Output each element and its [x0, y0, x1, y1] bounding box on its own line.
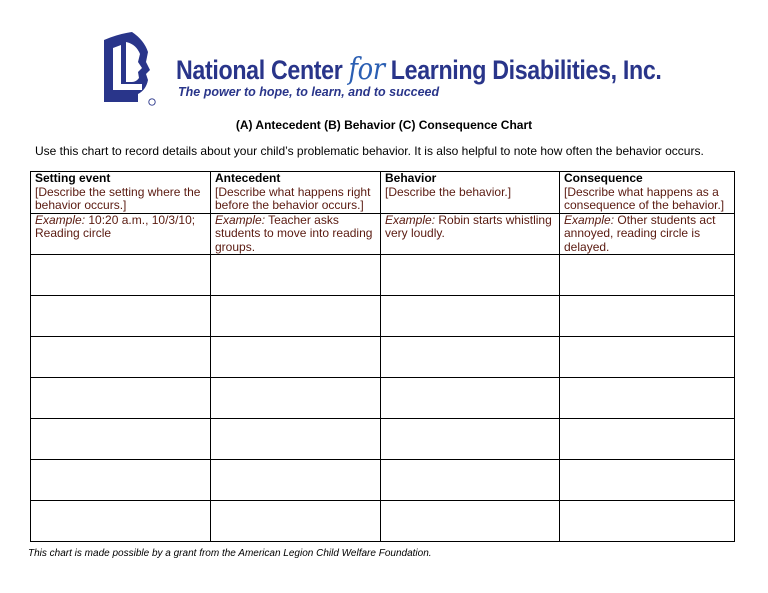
blank-cell[interactable]: [31, 296, 211, 337]
setting-event-header-cell: [31, 172, 211, 214]
blank-cell[interactable]: [31, 255, 211, 296]
blank-cell[interactable]: [381, 296, 560, 337]
example-label: Example:: [215, 212, 266, 227]
example-text: Robin starts whistling very loudly.: [385, 212, 552, 240]
example-cell-setting: [31, 213, 211, 255]
blank-cell[interactable]: [560, 419, 735, 460]
blank-cell[interactable]: [211, 337, 381, 378]
blank-cell[interactable]: [381, 337, 560, 378]
org-name-for: for: [348, 52, 385, 87]
example-label: Example:: [564, 212, 615, 227]
example-text: Other students act annoyed, reading circle is delayed.: [564, 212, 716, 254]
org-name-part1: National Center: [176, 55, 349, 85]
blank-cell[interactable]: [211, 419, 381, 460]
intro-text: Use this chart to record details about your child’s problematic behavior. It is also helpful to note how often the behavior occurs.: [35, 144, 704, 158]
blank-cell[interactable]: [381, 419, 560, 460]
blank-row: [31, 501, 735, 542]
blank-cell[interactable]: [381, 378, 560, 419]
table-header-row: [31, 172, 735, 214]
blank-cell[interactable]: [381, 501, 560, 542]
blank-cell[interactable]: [560, 296, 735, 337]
consequence-header-cell: [560, 172, 735, 214]
example-label: Example:: [35, 212, 86, 227]
blank-cell[interactable]: [211, 378, 381, 419]
column-heading: Consequence: [564, 171, 643, 185]
blank-cell[interactable]: [31, 378, 211, 419]
blank-cell[interactable]: [560, 378, 735, 419]
blank-cell[interactable]: [31, 337, 211, 378]
column-description: [Describe the behavior.]: [385, 184, 512, 199]
column-heading: Antecedent: [215, 171, 281, 185]
blank-cell[interactable]: [31, 501, 211, 542]
example-row: [31, 213, 735, 255]
page-title: (A) Antecedent (B) Behavior (C) Consequence Chart: [235, 118, 533, 132]
example-label: Example:: [385, 212, 436, 227]
example-cell-antecedent: [211, 213, 381, 255]
column-heading: Behavior: [385, 171, 437, 185]
blank-row: [31, 378, 735, 419]
footer-note: This chart is made possible by a grant from the American Legion Child Welfare Foundation.: [28, 548, 432, 559]
tagline: The power to hope, to learn, and to succeed: [178, 85, 440, 99]
abc-chart-table: [30, 171, 735, 542]
page-header: [102, 32, 702, 110]
blank-cell[interactable]: [560, 255, 735, 296]
blank-cell[interactable]: [560, 337, 735, 378]
blank-cell[interactable]: [211, 296, 381, 337]
blank-cell[interactable]: [211, 501, 381, 542]
column-description: [Describe what happens right before the behavior occurs.]: [215, 184, 371, 212]
example-text: 10:20 a.m., 10/3/10; Reading circle: [35, 212, 196, 240]
blank-row: [31, 337, 735, 378]
blank-cell[interactable]: [31, 419, 211, 460]
antecedent-header-cell: [211, 172, 381, 214]
blank-cell[interactable]: [211, 460, 381, 501]
org-name-part2: Learning Disabilities, Inc.: [384, 55, 662, 85]
ncld-logo-icon: [102, 32, 158, 106]
organization-name: [176, 52, 662, 87]
blank-cell[interactable]: [560, 501, 735, 542]
behavior-header-cell: [381, 172, 560, 214]
example-text: Teacher asks students to move into reading groups.: [215, 212, 373, 254]
example-cell-behavior: [381, 213, 560, 255]
blank-cell[interactable]: [560, 460, 735, 501]
example-cell-consequence: [560, 213, 735, 255]
blank-row: [31, 419, 735, 460]
blank-cell[interactable]: [31, 460, 211, 501]
column-description: [Describe the setting where the behavior occurs.]: [35, 184, 201, 212]
column-description: [Describe what happens as a consequence of the behavior.]: [564, 184, 725, 212]
blank-row: [31, 296, 735, 337]
blank-cell[interactable]: [381, 460, 560, 501]
blank-cell[interactable]: [211, 255, 381, 296]
column-heading: Setting event: [35, 171, 111, 185]
blank-row: [31, 460, 735, 501]
blank-row: [31, 255, 735, 296]
blank-cell[interactable]: [381, 255, 560, 296]
